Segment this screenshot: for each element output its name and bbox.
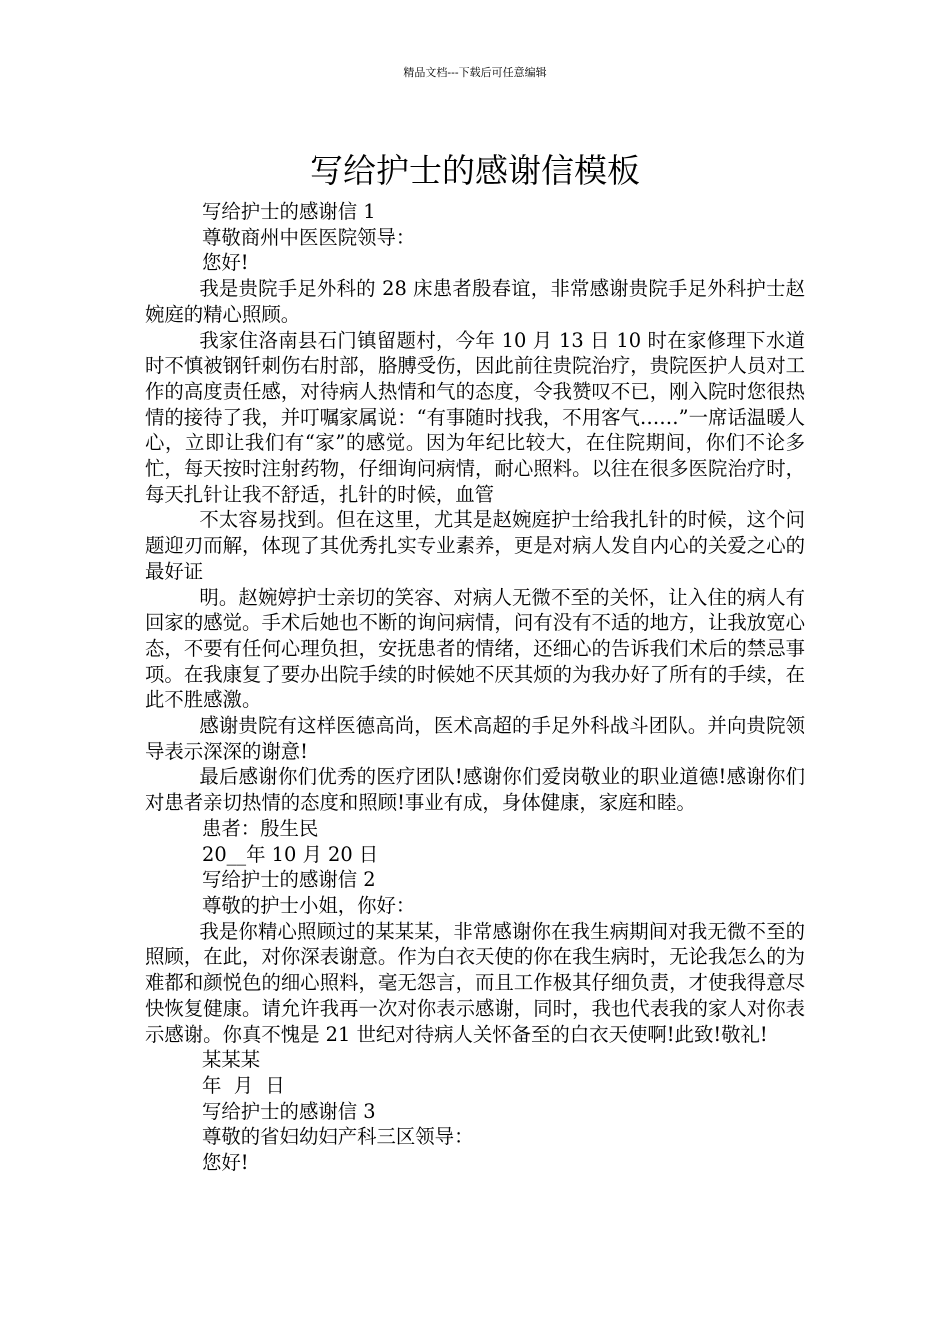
page-header-note: 精品文档---下载后可任意编辑 — [403, 66, 547, 79]
letter-2-paragraph: 我是你精心照顾过的某某某，非常感谢你在我生病期间对我无微不至的照顾，在此，对你深表谢意。作为白衣天使的你在我生病时，无论我怎么的为难都和颜悦色的细心照料，毫无怨言，而且工作极其仔细负责，才使我得意尽快恢复健康。请允许我再一次对你表示感谢，同时，我也代表我的家人对你表示感谢。你真不愧是 21 世纪对待病人关怀备至的白衣天使啊!此致!敬礼! — [145, 919, 805, 1046]
letter-3-salutation: 尊敬的省妇幼妇产科三区领导： — [202, 1125, 474, 1149]
letter-1-signature: 患者：殷生民 — [202, 816, 319, 840]
letter-2-heading: 写给护士的感谢信 2 — [202, 868, 376, 892]
letter-1-greeting: 您好! — [202, 251, 249, 275]
letter-1-paragraph: 不太容易找到。但在这里，尤其是赵婉庭护士给我扎针的时候，这个问题迎刃而解，体现了其优秀扎实专业素养，更是对病人发自内心的关爱之心的最好证 — [145, 508, 805, 583]
letter-1-paragraph: 感谢贵院有这样医德高尚，医术高超的手足外科战斗团队。并向贵院领导表示深深的谢意! — [145, 714, 805, 763]
letter-1-date: 20__年 10 月 20 日 — [202, 842, 379, 866]
letter-1-paragraph: 我家住洛南县石门镇留题村，今年 10 月 13 日 10 时在家修理下水道时不慎被钢钎刺伤右肘部，胳膊受伤，因此前往贵院治疗，贵院医护人员对工作的高度责任感，对待病人热情和气的态度，令我赞叹不已，刚入院时您很热情的接待了我，并叮嘱家属说：“有事随时找我，不用客气……”一席话温暖人心，立即让我们有“家”的感觉。因为年纪比较大，在住院期间，你们不论多忙，每天按时注射药物，仔细询问病情，耐心照料。以往在很多医院治疗时，每天扎针让我不舒适，扎针的时候，血管 — [145, 328, 805, 506]
letter-2-salutation: 尊敬的护士小姐，你好： — [202, 893, 416, 917]
document-title: 写给护士的感谢信模板 — [310, 151, 640, 191]
document-body — [145, 199, 805, 1176]
letter-1-paragraph: 最后感谢你们优秀的医疗团队!感谢你们爱岗敬业的职业道德!感谢你们对患者亲切热情的态度和照顾!事业有成，身体健康，家庭和睦。 — [145, 765, 805, 815]
letter-1-paragraph: 我是贵院手足外科的 28 床患者殷春谊，非常感谢贵院手足外科护士赵婉庭的精心照顾。 — [145, 277, 805, 326]
letter-1-heading: 写给护士的感谢信 1 — [202, 200, 376, 223]
letter-2-signature: 某某某 — [202, 1048, 261, 1072]
letter-1-salutation: 尊敬商州中医医院领导： — [202, 225, 416, 249]
letter-1-paragraph: 明。赵婉婷护士亲切的笑容、对病人无微不至的关怀，让入住的病人有回家的感觉。手术后她也不断的询问病情，问有没有不适的地方，让我放宽心态，不要有任何心理负担，安抚患者的情绪，还细心的告诉我们术后的禁忌事项。在我康复了要办出院手续的时候她不厌其烦的为我办好了所有的手续，在此不胜感激。 — [145, 585, 805, 712]
letter-2-date: 年 月 日 — [202, 1073, 285, 1097]
letter-3-greeting: 您好! — [202, 1151, 249, 1175]
letter-3-heading: 写给护士的感谢信 3 — [202, 1099, 376, 1123]
